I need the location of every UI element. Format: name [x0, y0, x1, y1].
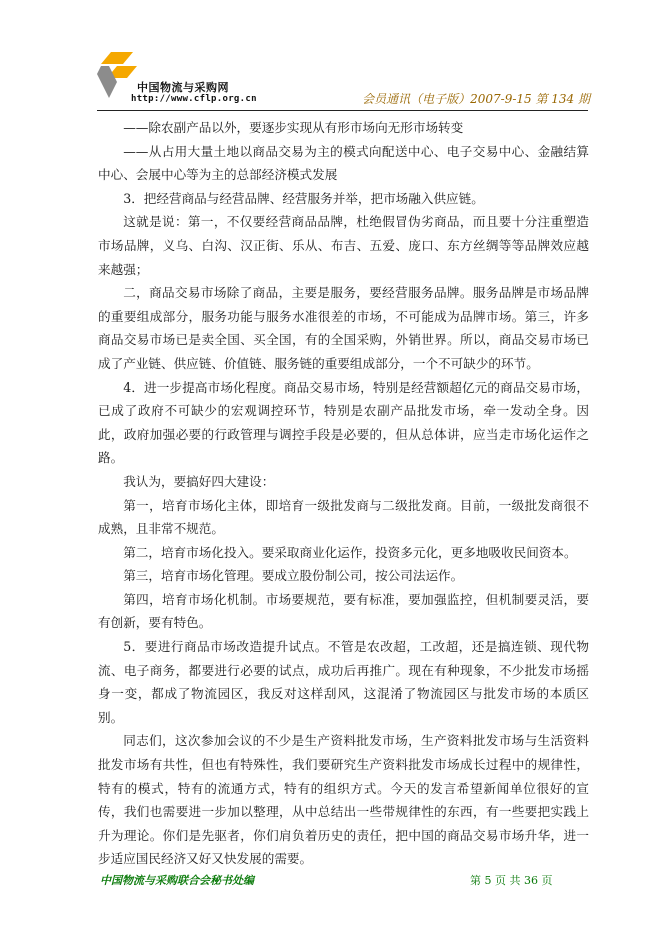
paragraph: 这就是说：第一，不仅要经营商品品牌，杜绝假冒伪劣商品，而且要十分注重塑造市场品牌，义乌、白沟、汉正街、乐从、布吉、五爱、庞口、东方丝绸等等品牌效应越来越强； [98, 214, 589, 277]
site-logo [97, 52, 277, 108]
footer-publisher: 中国物流与采购联合会秘书处编 [100, 874, 254, 887]
logo-chinese-name: 中国物流与采购网 [137, 81, 229, 94]
paragraph: 我认为，要搞好四大建设： [123, 473, 275, 489]
paragraph: 第三，培育市场化管理。要成立股份制公司，按公司法运作。 [123, 568, 464, 584]
logo-url: http://www.cflp.org.cn [131, 94, 257, 104]
header-divider [97, 110, 588, 111]
footer-page-number: 第 5 页 共 36 页 [470, 874, 553, 887]
paragraph: 第一，培育市场化主体，即培育一级批发商与二级批发商。目前，一级批发商很不成熟，且非常不规范。 [98, 497, 589, 537]
paragraph: 同志们，这次参加会议的不少是生产资料批发市场，生产资料批发市场与生活资料批发市场有共性，但也有特殊性，我们要研究生产资料批发市场成长过程中的规律性，特有的模式，特有的流通方式，特有的组织方式。今天的发言希望新闻单位很好的宣传，我们也需要进一步加以整理，从中总结出一些带规律性的东西，有一些要把实践上升为理论。你们是先驱者，你们肩负着历史的责任，把中国的商品交易市场升华，进一步适应国民经济又好又快发展的需要。 [98, 733, 589, 867]
paragraph: 第四，培育市场化机制。市场要规范，要有标准，要加强监控，但机制要灵活，要有创新，要有特色。 [98, 591, 589, 631]
paragraph: 二，商品交易市场除了商品，主要是服务，要经营服务品牌。服务品牌是市场品牌的重要组成部分，服务功能与服务水准很差的市场，不可能成为品牌市场。第三，许多商品交易市场已是卖全国、买全国，有的全国采购，外销世界。所以，商品交易市场已成了产业链、供应链、价值链、服务链的重要组成部分，一个不可缺少的环节。 [98, 285, 589, 371]
paragraph: 3．把经营商品与经营品牌、经营服务并举，把市场融入供应链。 [123, 190, 484, 206]
paragraph: 5．要进行商品市场改造提升试点。不管是农改超，工改超，还是搞连锁、现代物流、电子商务，都要进行必要的试点，成功后再推广。现在有种现象，不少批发市场摇身一变，都成了物流园区，我反对这样刮风，这混淆了物流园区与批发市场的本质区别。 [98, 639, 589, 725]
paragraph: ——从占用大量土地以商品交易为主的模式向配送中心、电子交易中心、金融结算中心、会展中心等为主的总部经济模式发展 [98, 143, 589, 183]
issue-info: 会员通讯（电子版）2007-9-15 第 134 期 [362, 92, 590, 106]
paragraph: 第二，培育市场化投入。要采取商业化运作，投资多元化，更多地吸收民间资本。 [123, 544, 577, 560]
paragraph: 4．进一步提高市场化程度。商品交易市场，特别是经营额超亿元的商品交易市场，已成了政府不可缺少的宏观调控环节，特别是农副产品批发市场，牵一发动全身。因此，政府加强必要的行政管理与调控手段是必要的，但从总体讲，应当走市场化运作之路。 [98, 379, 589, 466]
article-body [98, 116, 589, 871]
paragraph: ——除农副产品以外，要逐步实现从有形市场向无形市场转变 [123, 120, 464, 135]
